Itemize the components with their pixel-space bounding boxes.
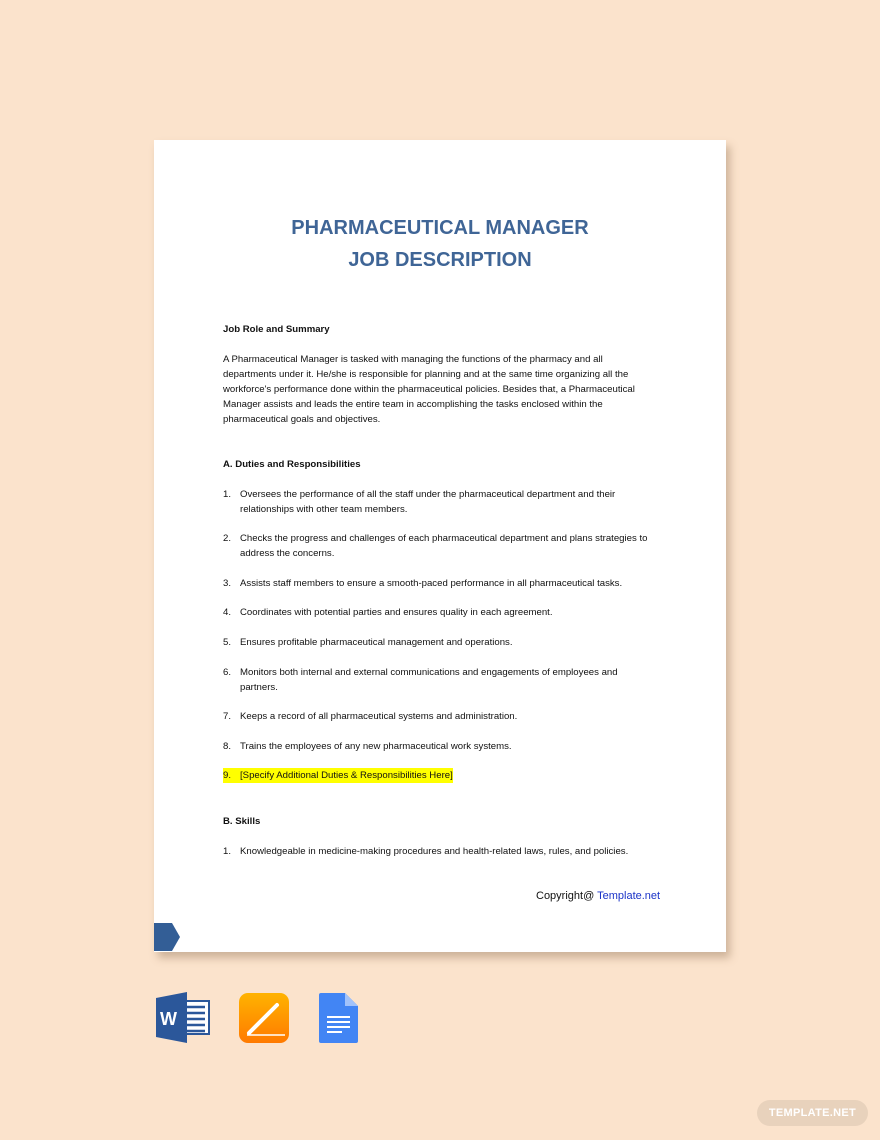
list-item <box>223 635 663 650</box>
item-number: 5. <box>223 637 232 648</box>
list-item <box>223 844 673 859</box>
list-item <box>223 709 663 724</box>
item-text: Coordinates with potential parties and ensures quality in each agreement. <box>240 607 553 618</box>
list-item <box>223 576 663 591</box>
item-number: 2. <box>223 533 232 544</box>
word-icon[interactable] <box>155 992 211 1044</box>
item-text: Knowledgeable in medicine-making procedures and health-related laws, rules, and policies. <box>240 846 629 857</box>
item-number: 3. <box>223 578 232 589</box>
document-preview <box>154 140 726 952</box>
list-item <box>223 531 663 561</box>
item-number: 9. <box>223 770 232 781</box>
list-item <box>223 605 663 620</box>
item-text: Keeps a record of all pharmaceutical systems and administration. <box>240 711 518 722</box>
item-text: Ensures profitable pharmaceutical management and operations. <box>240 637 513 648</box>
item-number: 6. <box>223 667 232 678</box>
svg-text:W: W <box>160 1009 177 1029</box>
item-number: 1. <box>223 846 232 857</box>
list-item <box>223 487 663 517</box>
item-number: 8. <box>223 741 232 752</box>
copyright-link[interactable]: Template.net <box>597 890 661 902</box>
skills-heading: B. Skills <box>223 816 261 827</box>
item-number: 4. <box>223 607 232 618</box>
summary-paragraph: A Pharmaceutical Manager is tasked with managing the functions of the pharmacy and all departments under it. He/she is responsible for planning and at the same time organizing all the workforce's performance done within the pharmaceutical policies. Besides that, a Pharmaceutical Manager assists and leads the entire team in accomplishing the tasks enclosed within the pharmaceutical goals and objectives. <box>223 354 635 425</box>
item-text: [Specify Additional Duties & Responsibilities Here] <box>240 770 453 781</box>
google-docs-icon[interactable] <box>318 993 360 1045</box>
document-title <box>154 212 726 276</box>
item-number: 1. <box>223 489 232 500</box>
item-number: 7. <box>223 711 232 722</box>
pages-icon[interactable] <box>239 993 291 1045</box>
item-text: Monitors both internal and external communications and engagements of employees and partners. <box>240 667 618 693</box>
duties-heading: A. Duties and Responsibilities <box>223 459 361 470</box>
copyright-text: Copyright@ <box>536 890 598 902</box>
item-text: Oversees the performance of all the staff under the pharmaceutical department and their relationships with other team members. <box>240 489 616 515</box>
page-tab-marker <box>154 923 180 951</box>
item-text: Trains the employees of any new pharmaceutical work systems. <box>240 741 512 752</box>
title-line-1: PHARMACEUTICAL MANAGER <box>291 217 589 239</box>
template-net-badge[interactable]: TEMPLATE.NET <box>757 1100 868 1126</box>
list-item <box>223 739 663 754</box>
copyright <box>536 890 660 902</box>
title-line-2: JOB DESCRIPTION <box>348 249 532 271</box>
item-text: Assists staff members to ensure a smooth-paced performance in all pharmaceutical tasks. <box>240 578 623 589</box>
list-item-highlighted <box>223 768 453 783</box>
list-item <box>223 665 633 695</box>
summary-heading: Job Role and Summary <box>223 324 330 335</box>
item-text: Checks the progress and challenges of each pharmaceutical department and plans strategies to address the concerns. <box>240 533 648 559</box>
